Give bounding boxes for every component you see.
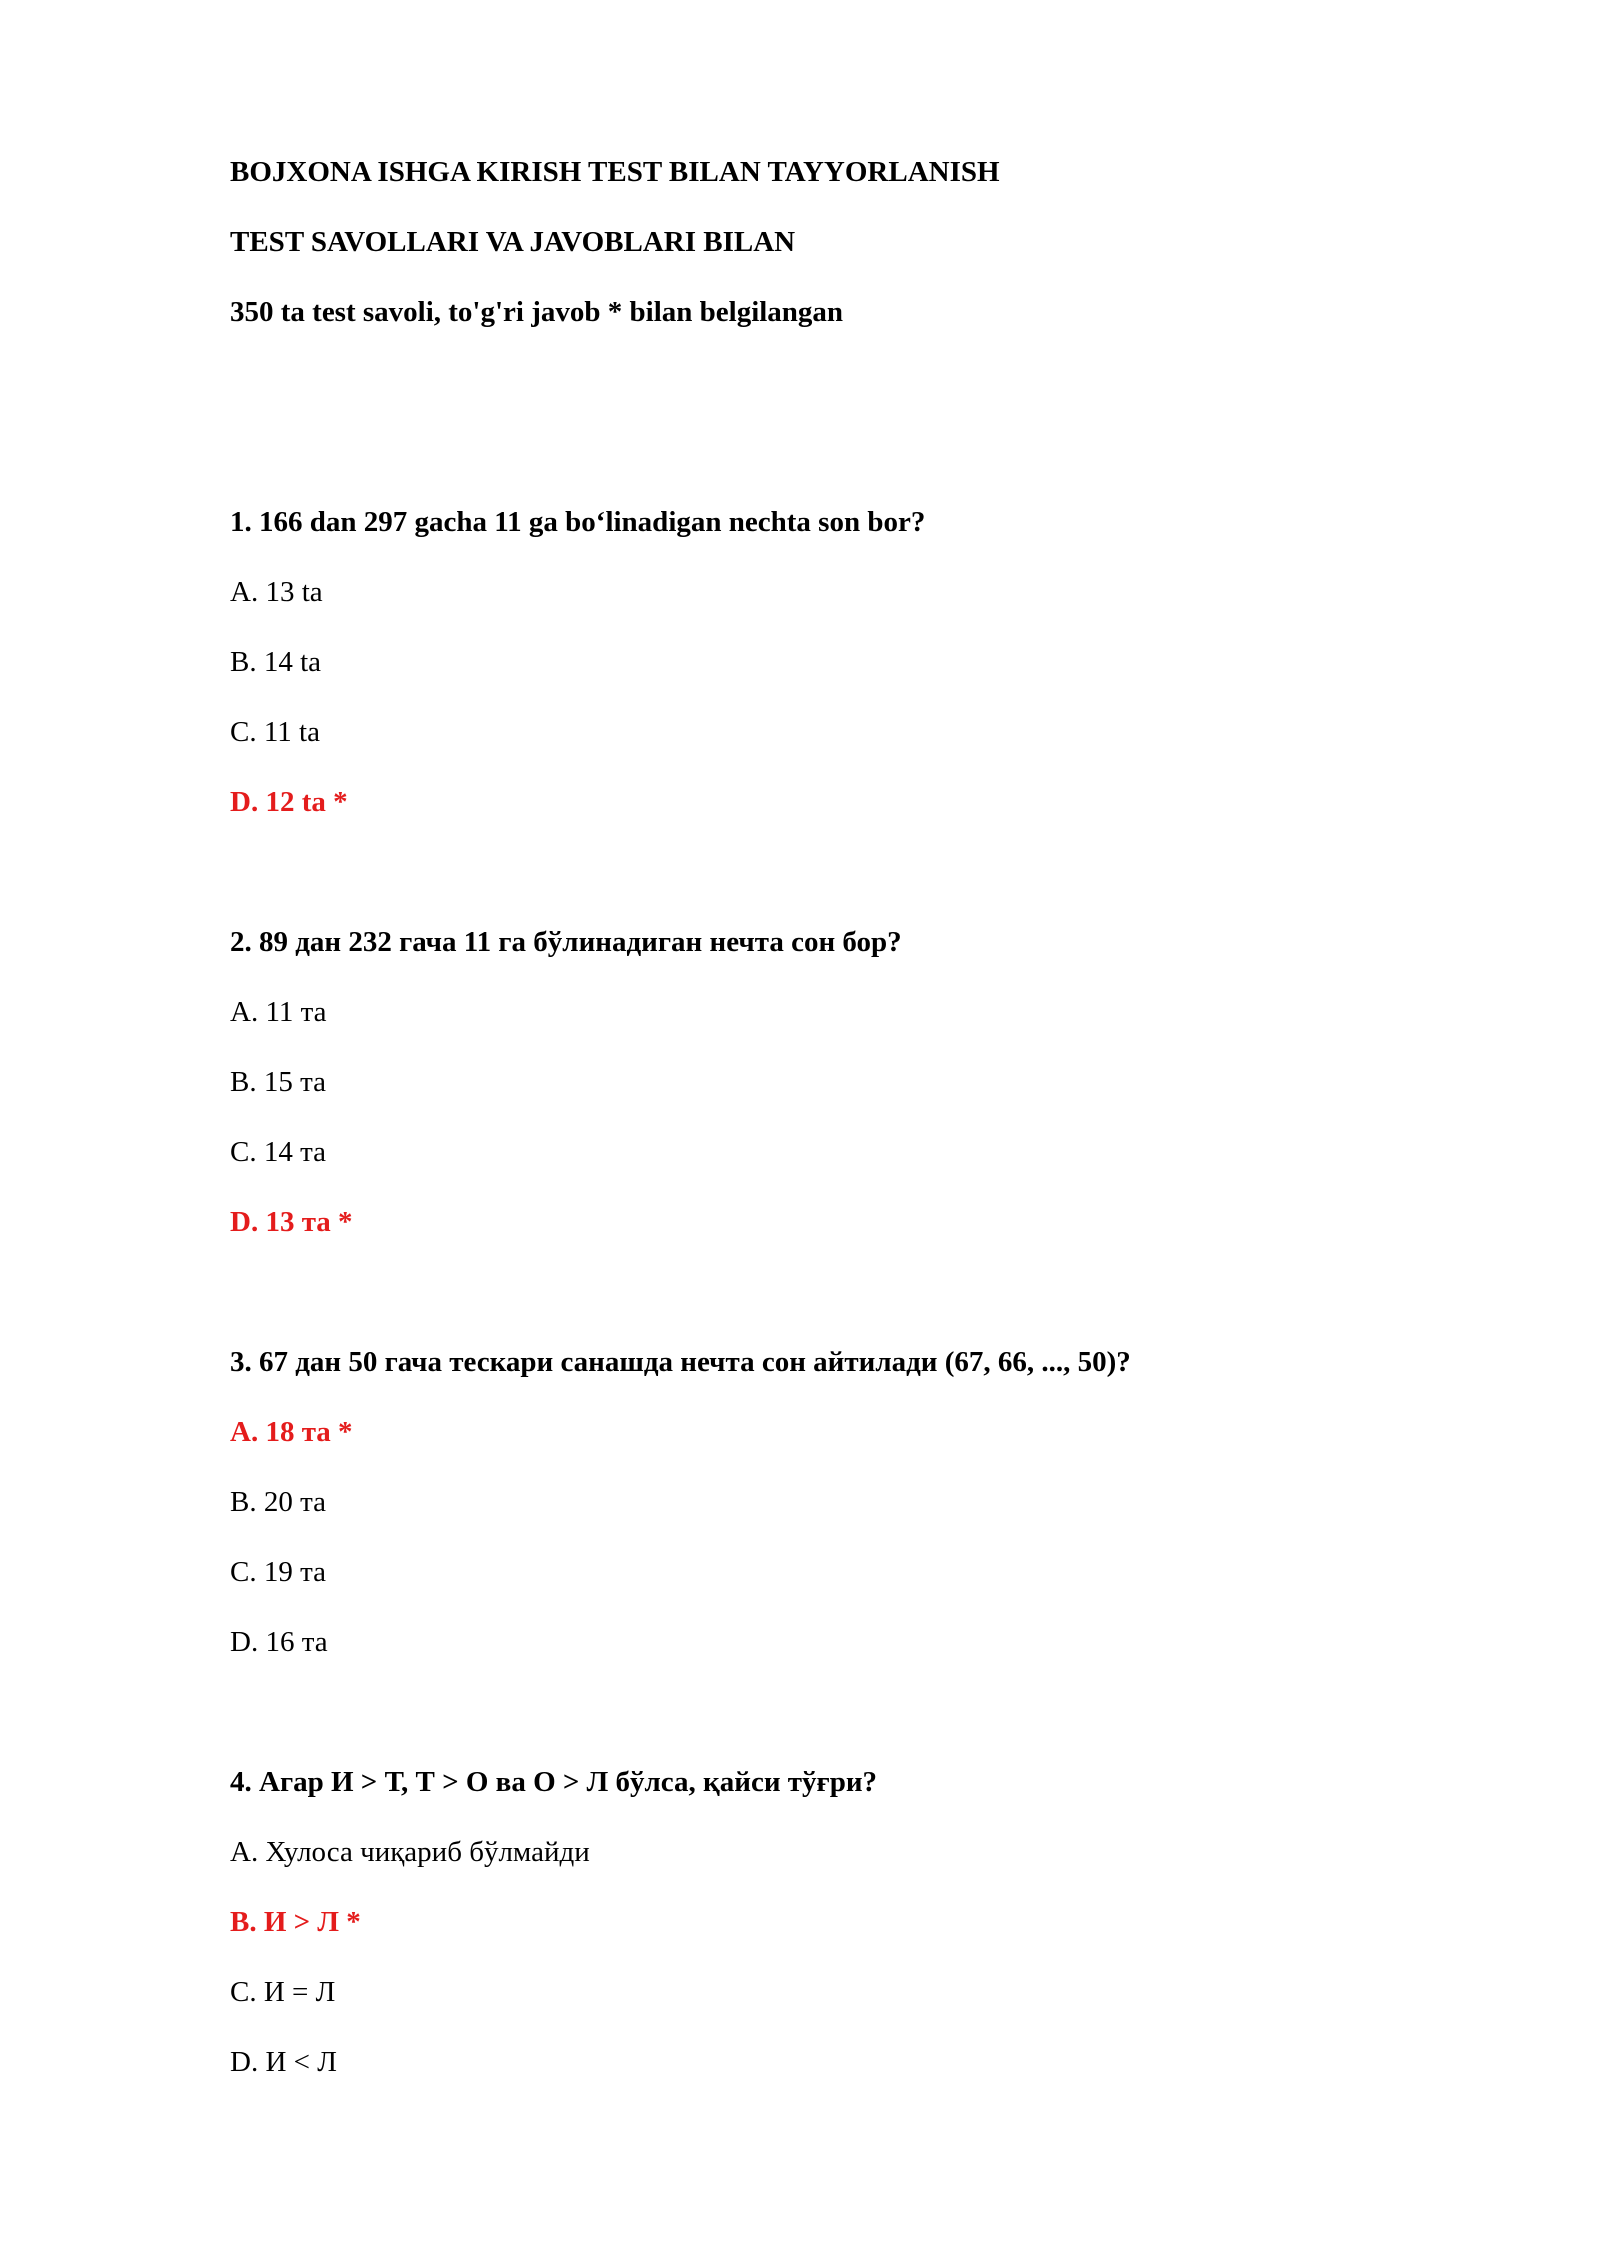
question-4-option-a: A. Хулоса чиқариб бўлмайди bbox=[230, 1836, 590, 1868]
question-1-option-c: C. 11 ta bbox=[230, 716, 320, 748]
question-3-option-d: D. 16 та bbox=[230, 1626, 328, 1658]
document-subtitle: 350 ta test savoli, to'g'ri javob * bilan belgilangan bbox=[230, 296, 844, 328]
question-1-option-a: A. 13 ta bbox=[230, 576, 323, 608]
question-1-option-d-correct: D. 12 ta * bbox=[230, 786, 348, 818]
document-title-line-2: TEST SAVOLLARI VA JAVOBLARI BILAN bbox=[230, 226, 796, 258]
question-2-option-c: C. 14 та bbox=[230, 1136, 326, 1168]
question-3-option-a-correct: A. 18 та * bbox=[230, 1416, 353, 1448]
document-title-line-1: BOJXONA ISHGA KIRISH TEST BILAN TAYYORLANISH bbox=[230, 156, 1000, 188]
question-2-option-d-correct: D. 13 та * bbox=[230, 1206, 353, 1238]
question-3-text: 3. 67 дан 50 гача тескари санашда нечта сон айтилади (67, 66, ..., 50)? bbox=[230, 1346, 1131, 1378]
question-3-option-c: C. 19 та bbox=[230, 1556, 326, 1588]
question-4-option-c: C. И = Л bbox=[230, 1976, 336, 2008]
question-4-option-d: D. И < Л bbox=[230, 2046, 337, 2078]
question-2-text: 2. 89 дан 232 гача 11 га бўлинадиган нечта сон бор? bbox=[230, 926, 902, 958]
question-1-option-b: B. 14 ta bbox=[230, 646, 322, 678]
question-2-option-b: B. 15 та bbox=[230, 1066, 326, 1098]
question-2-option-a: A. 11 та bbox=[230, 996, 327, 1028]
question-4-option-b-correct: B. И > Л * bbox=[230, 1906, 361, 1938]
question-3-option-b: B. 20 та bbox=[230, 1486, 326, 1518]
question-4-text: 4. Агар И > Т, Т > О ва О > Л бўлса, қайси тўғри? bbox=[230, 1766, 878, 1798]
question-1-text: 1. 166 dan 297 gacha 11 ga bo‘linadigan nechta son bor? bbox=[230, 506, 926, 538]
